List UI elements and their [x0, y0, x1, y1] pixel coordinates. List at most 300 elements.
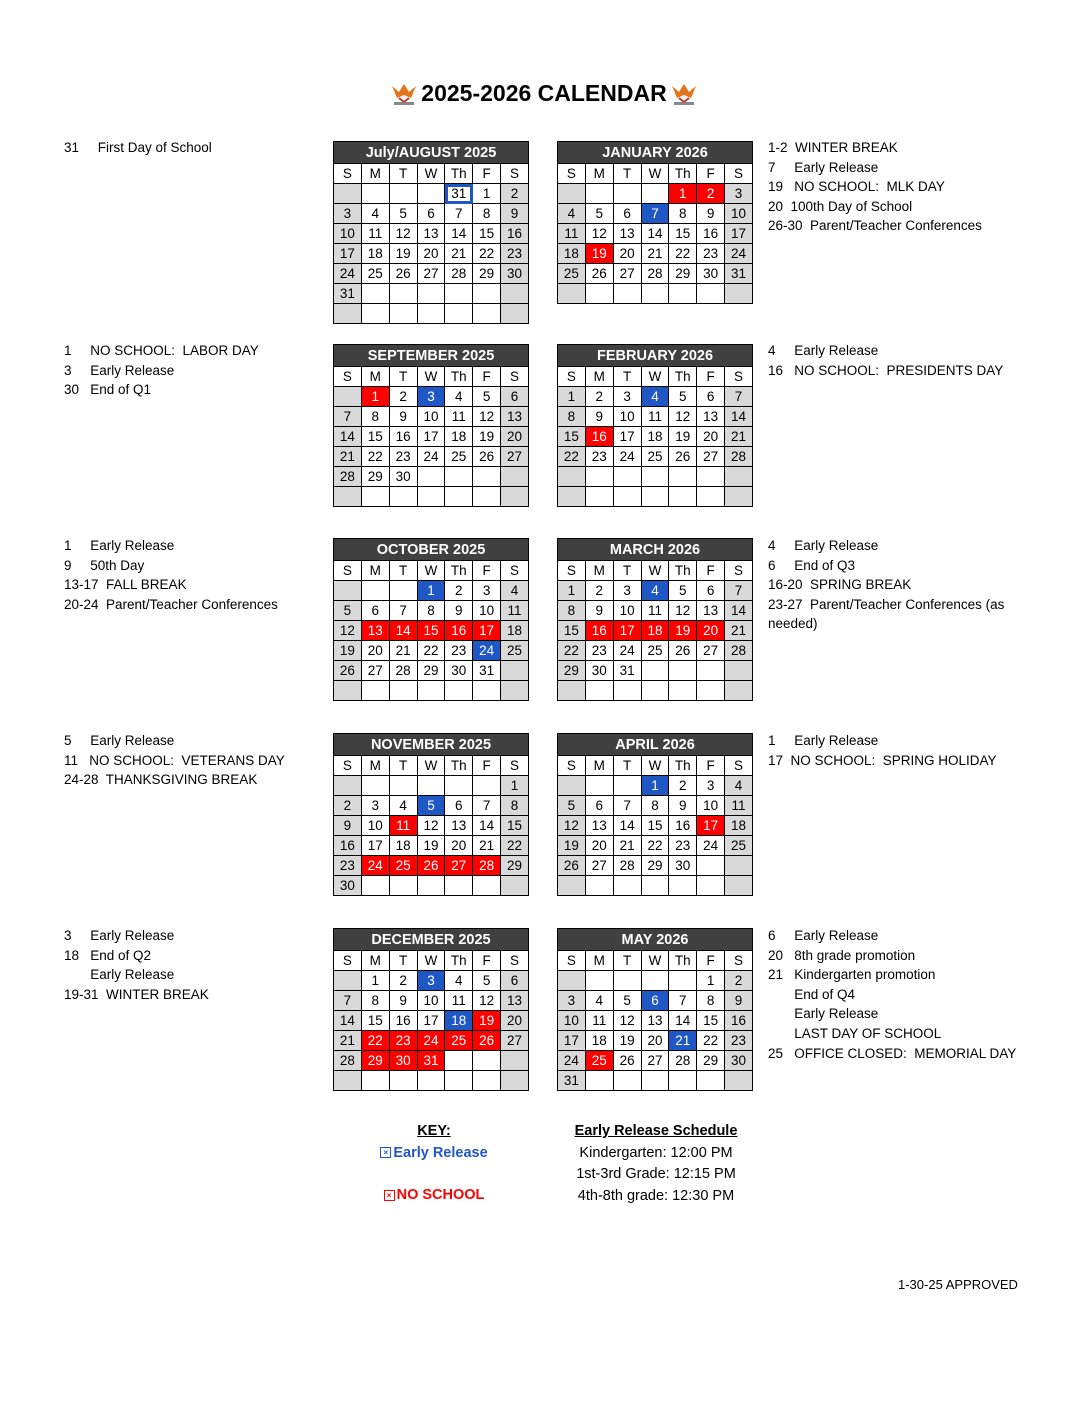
weekday-label: F	[697, 951, 725, 971]
day-cell: 8	[697, 991, 725, 1011]
day-cell: 8	[361, 991, 389, 1011]
weekday-label: Th	[445, 951, 473, 971]
empty-cell	[697, 1071, 725, 1091]
day-cell: 18	[445, 427, 473, 447]
empty-cell	[558, 284, 586, 304]
weekday-label: F	[473, 164, 501, 184]
note-line: 13-17 FALL BREAK	[64, 577, 187, 593]
day-cell: 27	[697, 641, 725, 661]
day-cell: 24	[417, 1031, 445, 1051]
month-name: July/AUGUST 2025	[334, 142, 529, 164]
day-cell: 21	[641, 244, 669, 264]
day-cell: 2	[334, 796, 362, 816]
empty-cell	[334, 487, 362, 507]
weekday-label: T	[613, 164, 641, 184]
empty-cell	[473, 776, 501, 796]
day-cell: 28	[389, 661, 417, 681]
day-cell: 16	[389, 427, 417, 447]
schedule-line: 1st-3rd Grade: 12:15 PM	[576, 1166, 736, 1182]
day-cell: 30	[445, 661, 473, 681]
empty-cell	[473, 681, 501, 701]
empty-cell	[641, 681, 669, 701]
day-cell: 23	[445, 641, 473, 661]
day-cell: 15	[361, 427, 389, 447]
day-cell: 5	[669, 387, 697, 407]
day-cell: 11	[445, 991, 473, 1011]
day-cell: 26	[417, 856, 445, 876]
empty-cell	[445, 1071, 473, 1091]
empty-cell	[725, 467, 753, 487]
day-cell: 20	[417, 244, 445, 264]
weekday-label: S	[725, 756, 753, 776]
weekday-label: M	[361, 367, 389, 387]
day-cell: 14	[389, 621, 417, 641]
empty-cell	[613, 776, 641, 796]
weekday-label: Th	[445, 367, 473, 387]
weekday-label: W	[417, 561, 445, 581]
empty-cell	[417, 776, 445, 796]
day-cell: 12	[613, 1011, 641, 1031]
day-cell: 29	[473, 264, 501, 284]
empty-cell	[473, 876, 501, 896]
empty-cell	[725, 284, 753, 304]
day-cell: 11	[558, 224, 586, 244]
day-cell: 13	[585, 816, 613, 836]
weekday-label: S	[501, 164, 529, 184]
day-cell: 10	[417, 991, 445, 1011]
day-cell: 24	[697, 836, 725, 856]
day-cell: 13	[613, 224, 641, 244]
key-early-release: × Early Release	[336, 1143, 532, 1165]
empty-cell	[445, 876, 473, 896]
day-cell: 1	[501, 776, 529, 796]
day-cell: 17	[725, 224, 753, 244]
day-cell: 30	[389, 1051, 417, 1071]
empty-cell	[725, 1071, 753, 1091]
empty-cell	[725, 487, 753, 507]
weekday-label: M	[585, 561, 613, 581]
day-cell: 22	[669, 244, 697, 264]
month-calendar	[557, 538, 753, 701]
note-line: 6 Early Release	[768, 928, 879, 943]
day-cell: 12	[558, 816, 586, 836]
month-calendar	[557, 928, 753, 1091]
day-cell: 4	[725, 776, 753, 796]
weekday-label: T	[389, 756, 417, 776]
empty-cell	[334, 387, 362, 407]
note-line: 1 Early Release	[768, 733, 879, 748]
day-cell: 1	[558, 387, 586, 407]
empty-cell	[501, 876, 529, 896]
left-notes-group	[64, 341, 326, 400]
empty-cell	[334, 681, 362, 701]
day-cell: 16	[669, 816, 697, 836]
day-cell: 18	[558, 244, 586, 264]
day-cell: 24	[361, 856, 389, 876]
empty-cell	[501, 487, 529, 507]
empty-cell	[697, 661, 725, 681]
weekday-label: T	[389, 367, 417, 387]
day-cell: 7	[334, 407, 362, 427]
day-cell: 15	[669, 224, 697, 244]
day-cell: 16	[501, 224, 529, 244]
day-cell: 7	[334, 991, 362, 1011]
day-cell: 17	[417, 1011, 445, 1031]
empty-cell	[558, 971, 586, 991]
day-cell: 22	[697, 1031, 725, 1051]
day-cell: 10	[473, 601, 501, 621]
weekday-label: S	[334, 756, 362, 776]
day-cell: 27	[445, 856, 473, 876]
left-notes-group	[64, 926, 326, 1004]
eagle-logo-left	[389, 78, 419, 108]
day-cell: 16	[585, 427, 613, 447]
day-cell: 18	[641, 621, 669, 641]
day-cell: 28	[725, 641, 753, 661]
day-cell: 19	[473, 1011, 501, 1031]
schedule-line: 4th-8th grade: 12:30 PM	[577, 1187, 735, 1204]
day-cell: 8	[501, 796, 529, 816]
day-cell: 18	[725, 816, 753, 836]
note-line: 19 NO SCHOOL: MLK DAY	[768, 179, 945, 195]
empty-cell	[501, 681, 529, 701]
day-cell: 18	[501, 621, 529, 641]
day-cell: 7	[613, 796, 641, 816]
day-cell: 8	[473, 204, 501, 224]
day-cell: 1	[558, 581, 586, 601]
empty-cell	[473, 304, 501, 324]
empty-cell	[669, 284, 697, 304]
weekday-label: S	[334, 951, 362, 971]
empty-cell	[473, 467, 501, 487]
day-cell: 10	[697, 796, 725, 816]
note-line: 21 Kindergarten promotion	[768, 967, 936, 983]
empty-cell	[334, 776, 362, 796]
day-cell: 21	[725, 621, 753, 641]
month-calendar	[333, 928, 529, 1091]
day-cell: 14	[669, 1011, 697, 1031]
day-cell: 4	[558, 204, 586, 224]
day-cell: 11	[389, 816, 417, 836]
weekday-label: Th	[445, 561, 473, 581]
empty-cell	[697, 487, 725, 507]
empty-cell	[501, 1051, 529, 1071]
day-cell: 1	[361, 971, 389, 991]
day-cell: 5	[585, 204, 613, 224]
day-cell: 6	[361, 601, 389, 621]
day-cell: 6	[501, 387, 529, 407]
day-cell: 22	[361, 1031, 389, 1051]
empty-cell	[445, 284, 473, 304]
empty-cell	[613, 487, 641, 507]
weekday-label: T	[389, 164, 417, 184]
eagle-logo-right	[669, 78, 699, 108]
weekday-label: W	[417, 164, 445, 184]
day-cell: 14	[613, 816, 641, 836]
day-cell: 21	[725, 427, 753, 447]
day-cell: 28	[669, 1051, 697, 1071]
day-cell: 9	[389, 407, 417, 427]
weekday-label: F	[697, 756, 725, 776]
day-cell: 28	[334, 1051, 362, 1071]
day-cell: 22	[641, 836, 669, 856]
day-cell: 30	[725, 1051, 753, 1071]
day-cell: 7	[389, 601, 417, 621]
day-cell: 15	[697, 1011, 725, 1031]
weekday-label: Th	[669, 367, 697, 387]
day-cell: 4	[445, 971, 473, 991]
empty-cell	[585, 776, 613, 796]
empty-cell	[641, 1071, 669, 1091]
day-cell: 4	[585, 991, 613, 1011]
day-cell: 20	[445, 836, 473, 856]
day-cell: 31	[613, 661, 641, 681]
empty-cell	[389, 487, 417, 507]
weekday-label: S	[501, 561, 529, 581]
empty-cell	[361, 184, 389, 204]
empty-cell	[697, 856, 725, 876]
day-cell: 14	[445, 224, 473, 244]
day-cell: 30	[501, 264, 529, 284]
weekday-label: F	[697, 367, 725, 387]
day-cell: 15	[473, 224, 501, 244]
first-day-cell: 31	[445, 184, 473, 204]
empty-cell	[669, 467, 697, 487]
month-name: MAY 2026	[558, 929, 753, 951]
empty-cell	[669, 681, 697, 701]
day-cell: 5	[473, 971, 501, 991]
empty-cell	[558, 876, 586, 896]
day-cell: 5	[613, 991, 641, 1011]
note-line: Early Release	[768, 1006, 879, 1022]
day-cell: 27	[501, 1031, 529, 1051]
weekday-label: M	[361, 561, 389, 581]
weekday-label: S	[501, 951, 529, 971]
right-notes-group	[768, 341, 1030, 380]
empty-cell	[473, 1071, 501, 1091]
weekday-label: Th	[669, 756, 697, 776]
empty-cell	[641, 467, 669, 487]
day-cell: 4	[389, 796, 417, 816]
day-cell: 9	[585, 407, 613, 427]
weekday-label: F	[473, 561, 501, 581]
day-cell: 6	[641, 991, 669, 1011]
day-cell: 19	[669, 427, 697, 447]
day-cell: 27	[641, 1051, 669, 1071]
day-cell: 22	[473, 244, 501, 264]
day-cell: 2	[389, 971, 417, 991]
day-cell: 9	[334, 816, 362, 836]
day-cell: 11	[641, 407, 669, 427]
approval-note: 1-30-25 APPROVED	[898, 1277, 1018, 1292]
day-cell: 26	[669, 641, 697, 661]
weekday-label: M	[585, 367, 613, 387]
day-cell: 27	[417, 264, 445, 284]
day-cell: 17	[361, 836, 389, 856]
day-cell: 13	[417, 224, 445, 244]
day-cell: 24	[473, 641, 501, 661]
empty-cell	[697, 467, 725, 487]
day-cell: 28	[613, 856, 641, 876]
day-cell: 13	[361, 621, 389, 641]
weekday-label: W	[641, 561, 669, 581]
empty-cell	[558, 487, 586, 507]
day-cell: 2	[445, 581, 473, 601]
day-cell: 21	[445, 244, 473, 264]
day-cell: 5	[558, 796, 586, 816]
day-cell: 8	[417, 601, 445, 621]
day-cell: 7	[641, 204, 669, 224]
note-line: 9 50th Day	[64, 557, 145, 573]
note-line: 20-24 Parent/Teacher Conferences	[64, 596, 278, 612]
weekday-label: M	[585, 756, 613, 776]
weekday-label: W	[641, 164, 669, 184]
weekday-label: T	[389, 561, 417, 581]
right-notes-group	[768, 731, 1030, 770]
day-cell: 3	[417, 971, 445, 991]
note-line: 4 Early Release	[768, 538, 879, 553]
weekday-label: T	[613, 756, 641, 776]
month-name: SEPTEMBER 2025	[334, 345, 529, 367]
day-cell: 16	[585, 621, 613, 641]
empty-cell	[473, 1051, 501, 1071]
weekday-label: S	[558, 951, 586, 971]
empty-cell	[613, 681, 641, 701]
day-cell: 19	[473, 427, 501, 447]
day-cell: 29	[669, 264, 697, 284]
day-cell: 9	[585, 601, 613, 621]
weekday-label: S	[501, 367, 529, 387]
empty-cell	[641, 487, 669, 507]
empty-cell	[361, 284, 389, 304]
day-cell: 8	[558, 601, 586, 621]
day-cell: 19	[558, 836, 586, 856]
weekday-label: W	[641, 367, 669, 387]
day-cell: 18	[585, 1031, 613, 1051]
day-cell: 29	[558, 661, 586, 681]
day-cell: 26	[585, 264, 613, 284]
day-cell: 6	[585, 796, 613, 816]
weekday-label: Th	[445, 756, 473, 776]
month-name: APRIL 2026	[558, 734, 753, 756]
day-cell: 9	[389, 991, 417, 1011]
day-cell: 9	[697, 204, 725, 224]
note-line: 20 8th grade promotion	[768, 947, 916, 963]
day-cell: 16	[725, 1011, 753, 1031]
day-cell: 16	[697, 224, 725, 244]
day-cell: 10	[613, 407, 641, 427]
day-cell: 16	[445, 621, 473, 641]
day-cell: 27	[501, 447, 529, 467]
day-cell: 18	[641, 427, 669, 447]
day-cell: 13	[641, 1011, 669, 1031]
empty-cell	[389, 776, 417, 796]
day-cell: 31	[558, 1071, 586, 1091]
empty-cell	[585, 876, 613, 896]
day-cell: 30	[334, 876, 362, 896]
empty-cell	[445, 776, 473, 796]
weekday-label: F	[473, 951, 501, 971]
day-cell: 2	[725, 971, 753, 991]
month-calendar	[333, 344, 529, 507]
empty-cell	[361, 776, 389, 796]
legend-key	[336, 1121, 532, 1207]
day-cell: 17	[473, 621, 501, 641]
empty-cell	[501, 1071, 529, 1091]
month-name: OCTOBER 2025	[334, 539, 529, 561]
day-cell: 29	[361, 1051, 389, 1071]
day-cell: 20	[361, 641, 389, 661]
day-cell: 4	[445, 387, 473, 407]
empty-cell	[501, 304, 529, 324]
weekday-label: M	[585, 164, 613, 184]
day-cell: 31	[334, 284, 362, 304]
day-cell: 14	[334, 1011, 362, 1031]
day-cell: 10	[725, 204, 753, 224]
empty-cell	[641, 661, 669, 681]
day-cell: 5	[417, 796, 445, 816]
day-cell: 14	[334, 427, 362, 447]
weekday-label: S	[558, 756, 586, 776]
empty-cell	[641, 284, 669, 304]
weekday-label: T	[389, 951, 417, 971]
day-cell: 17	[417, 427, 445, 447]
empty-cell	[417, 1071, 445, 1091]
month-calendar	[333, 141, 529, 324]
early-release-schedule	[550, 1121, 762, 1207]
day-cell: 28	[334, 467, 362, 487]
day-cell: 31	[417, 1051, 445, 1071]
day-cell: 29	[501, 856, 529, 876]
day-cell: 11	[501, 601, 529, 621]
weekday-label: M	[361, 951, 389, 971]
empty-cell	[613, 876, 641, 896]
day-cell: 28	[445, 264, 473, 284]
day-cell: 26	[669, 447, 697, 467]
day-cell: 29	[361, 467, 389, 487]
day-cell: 29	[641, 856, 669, 876]
empty-cell	[361, 304, 389, 324]
day-cell: 7	[725, 387, 753, 407]
day-cell: 20	[697, 427, 725, 447]
note-line: 31 First Day of School	[64, 140, 212, 155]
month-calendar	[557, 733, 753, 896]
day-cell: 30	[697, 264, 725, 284]
right-notes-group	[768, 536, 1030, 634]
day-cell: 23	[697, 244, 725, 264]
note-line: 3 Early Release	[64, 362, 175, 378]
empty-cell	[334, 304, 362, 324]
day-cell: 3	[725, 184, 753, 204]
day-cell: 30	[669, 856, 697, 876]
empty-cell	[334, 971, 362, 991]
day-cell: 5	[669, 581, 697, 601]
month-name: FEBRUARY 2026	[558, 345, 753, 367]
day-cell: 20	[585, 836, 613, 856]
month-calendar	[557, 344, 753, 507]
day-cell: 15	[641, 816, 669, 836]
empty-cell	[558, 184, 586, 204]
day-cell: 24	[613, 641, 641, 661]
day-cell: 6	[417, 204, 445, 224]
day-cell: 30	[389, 467, 417, 487]
empty-cell	[361, 876, 389, 896]
note-line: Early Release	[64, 967, 175, 983]
day-cell: 4	[641, 581, 669, 601]
empty-cell	[697, 681, 725, 701]
day-cell: 25	[641, 641, 669, 661]
month-name: JANUARY 2026	[558, 142, 753, 164]
